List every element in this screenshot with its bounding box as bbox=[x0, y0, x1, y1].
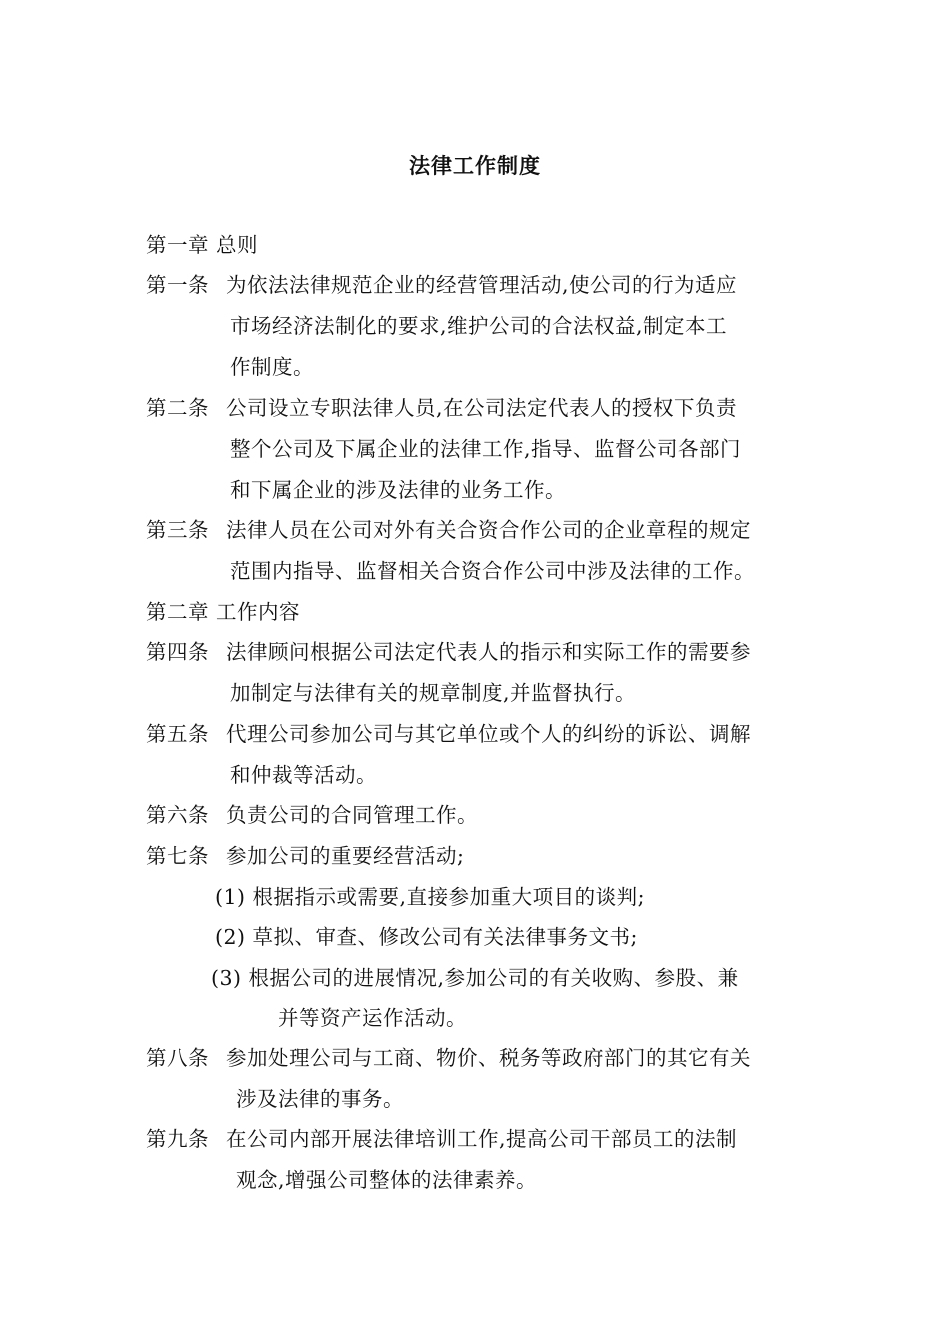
article-8-text-2: 涉及法律的事务。 bbox=[236, 1087, 404, 1111]
article-7-line-1 bbox=[146, 843, 464, 869]
article-5-text-1: 代理公司参加公司与其它单位或个人的纠纷的诉讼、调解 bbox=[226, 722, 751, 746]
document-title: 法律工作制度 bbox=[409, 154, 541, 178]
article-6-text-1: 负责公司的合同管理工作。 bbox=[226, 803, 478, 827]
article-8-text-1: 参加处理公司与工商、物价、税务等政府部门的其它有关 bbox=[226, 1046, 751, 1070]
article-2-text-3: 和下属企业的涉及法律的业务工作。 bbox=[230, 478, 566, 502]
article-4-label: 第四条 bbox=[146, 640, 209, 664]
article-1-label: 第一条 bbox=[146, 273, 209, 297]
article-9-line-1 bbox=[146, 1126, 737, 1152]
article-5-label: 第五条 bbox=[146, 722, 209, 746]
article-4-line-1 bbox=[146, 639, 751, 665]
article-1-text-3: 作制度。 bbox=[230, 355, 314, 379]
article-3-line-1 bbox=[146, 517, 751, 543]
article-1-line-1 bbox=[146, 272, 737, 298]
article-2-line-1 bbox=[146, 395, 737, 421]
article-7-item-3-cont: 并等资产运作活动。 bbox=[278, 1006, 467, 1030]
article-8-line-1 bbox=[146, 1045, 751, 1071]
article-6-label: 第六条 bbox=[146, 803, 209, 827]
article-8-label: 第八条 bbox=[146, 1046, 209, 1070]
article-3-text-1: 法律人员在公司对外有关合资合作公司的企业章程的规定 bbox=[226, 518, 751, 542]
article-7-label: 第七条 bbox=[146, 844, 209, 868]
article-2-text-1: 公司设立专职法律人员,在公司法定代表人的授权下负责 bbox=[226, 396, 738, 420]
article-4-text-2: 加制定与法律有关的规章制度,并监督执行。 bbox=[230, 681, 637, 705]
article-3-text-2: 范围内指导、监督相关合资合作公司中涉及法律的工作。 bbox=[230, 559, 755, 583]
article-6-line-1 bbox=[146, 802, 478, 828]
chapter-1-heading: 第一章 总则 bbox=[146, 233, 259, 257]
article-7-item-3: (3) 根据公司的进展情况,参加公司的有关收购、参股、兼 bbox=[211, 966, 739, 990]
article-1-text-2: 市场经济法制化的要求,维护公司的合法权益,制定本工 bbox=[230, 314, 728, 338]
article-2-label: 第二条 bbox=[146, 396, 209, 420]
article-9-label: 第九条 bbox=[146, 1127, 209, 1151]
chapter-2-heading: 第二章 工作内容 bbox=[146, 600, 301, 624]
article-5-line-1 bbox=[146, 721, 751, 747]
article-2-text-2: 整个公司及下属企业的法律工作,指导、监督公司各部门 bbox=[230, 437, 742, 461]
article-4-text-1: 法律顾问根据公司法定代表人的指示和实际工作的需要参 bbox=[226, 640, 751, 664]
article-7-item-1: (1) 根据指示或需要,直接参加重大项目的谈判; bbox=[215, 885, 645, 909]
article-7-text-1: 参加公司的重要经营活动; bbox=[226, 844, 465, 868]
article-9-text-1: 在公司内部开展法律培训工作,提高公司干部员工的法制 bbox=[226, 1127, 738, 1151]
article-5-text-2: 和仲裁等活动。 bbox=[230, 763, 377, 787]
article-1-text-1: 为依法法律规范企业的经营管理活动,使公司的行为适应 bbox=[226, 273, 738, 297]
article-9-text-2: 观念,增强公司整体的法律素养。 bbox=[236, 1168, 538, 1192]
article-7-item-2: (2) 草拟、审查、修改公司有关法律事务文书; bbox=[215, 925, 638, 949]
article-3-label: 第三条 bbox=[146, 518, 209, 542]
